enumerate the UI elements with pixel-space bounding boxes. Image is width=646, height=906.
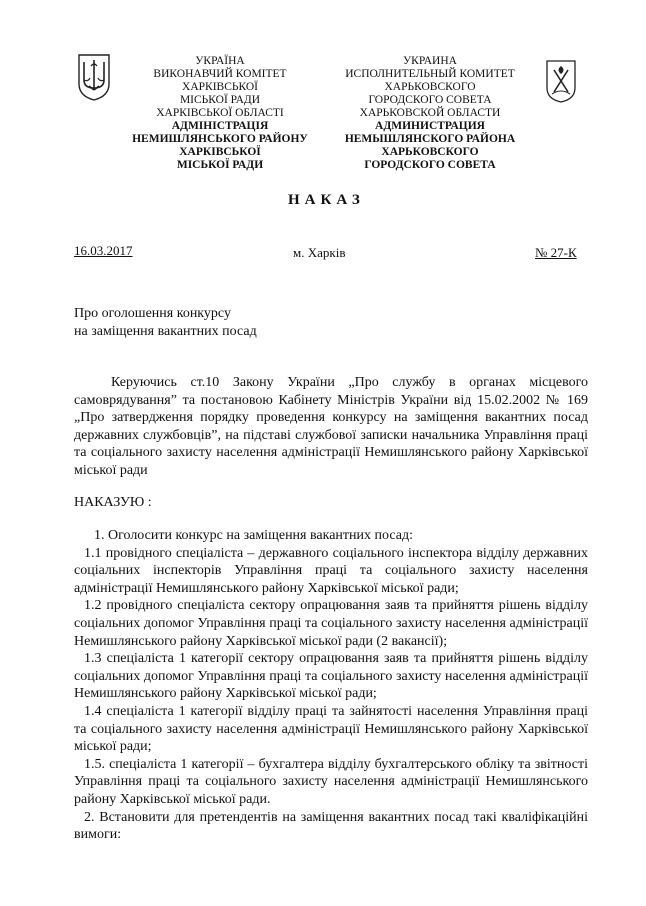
subject-line: на заміщення вакантних посад — [74, 323, 257, 339]
header-rus-bold-line: ГОРОДСКОГО СОВЕТА — [364, 159, 496, 171]
preamble-text: Керуючись ст.10 Закону України „Про службу в органах місцевого самоврядування” та постановою Кабінету Міністрів України від 15.02.2002 № 169 „Про затвердження порядку проведення конкурсу на заміщення вакантних посад державних службовців”, на підставі службової записки начальника Управління праці та соціального захисту населення адміністрації Немишлянського району Харківської міської ради — [74, 375, 588, 478]
header-rus-bold-line: АДМИНИСТРАЦИЯ — [375, 120, 485, 132]
order-item: 1.4 спеціаліста 1 категорії відділу праці та зайнятості населення Управління праці та соціального захисту населення адміністрації Немишлянського району Харківської міської ради; — [74, 703, 588, 755]
kharkiv-city-coat-of-arms-icon — [544, 58, 578, 104]
header-ukr-line: ВИКОНАВЧИЙ КОМІТЕТ — [153, 68, 287, 80]
order-item: 1.3 спеціаліста 1 категорії сектору опрацювання заяв та прийняття рішень відділу соціальних допомог Управління праці та соціального захисту населення адміністрації Немишлянського району Харківської міської ради; — [74, 651, 588, 702]
header-rus-bold-line: ХАРЬКОВСКОГО — [381, 146, 479, 158]
header-ukr-bold-line: ХАРКІВСЬКОЇ — [179, 146, 261, 158]
header-ukr-bold-line: МІСЬКОЇ РАДИ — [176, 159, 264, 171]
header-ukr-line: ХАРКІВСЬКОЇ — [182, 81, 258, 93]
header-rus-line: ГОРОДСКОГО СОВЕТА — [368, 94, 492, 106]
header-ukr-bold-line: НЕМИШЛЯНСЬКОГО РАЙОНУ — [132, 133, 308, 145]
document-place: м. Харків — [293, 245, 346, 260]
header-ukrainian — [120, 55, 320, 172]
header-russian — [330, 55, 530, 172]
header-ukr-bold-line: АДМІНІСТРАЦІЯ — [171, 120, 269, 132]
header-rus-bold-line: НЕМЫШЛЯНСКОГО РАЙОНА — [344, 133, 516, 145]
order-item: 1. Оголосити конкурс на заміщення вакантних посад: — [94, 528, 413, 543]
header-rus-line: УКРАИНА — [403, 55, 457, 67]
preamble-paragraph — [74, 374, 588, 480]
order-item: 1.1 провідного спеціаліста – державного соціального інспектора відділу державних соціальних інспекторів Управління праці та соціального захисту населення адміністрації Немишлянського району Харківської міської ради; — [74, 545, 588, 596]
trident-coat-of-arms-icon — [76, 52, 112, 102]
order-item: 1.5. спеціаліста 1 категорії – бухгалтера відділу бухгалтерського обліку та звітності Управління праці та соціального захисту населення адміністрації Немишлянського району Харківської міської ради. — [74, 756, 588, 807]
header-ukr-line: УКРАЇНА — [195, 55, 245, 67]
order-item: 1.2 провідного спеціаліста сектору опрацювання заяв та прийняття рішень відділу соціальних допомог Управління праці та соціального захисту населення адміністрації Немишлянського району Харківської міської ради (2 вакансії); — [74, 598, 588, 649]
document-date: 16.03.2017 — [74, 243, 133, 258]
order-items — [74, 527, 588, 844]
order-item: 2. Встановити для претендентів на заміщення вакантних посад такі кваліфікаційні вимоги: — [74, 809, 588, 843]
document-subject — [74, 305, 374, 340]
header-rus-line: ХАРЬКОВСКОГО — [384, 81, 476, 93]
order-word: НАКАЗУЮ : — [74, 495, 152, 510]
document-title: НАКАЗ — [288, 192, 365, 208]
header-rus-line: ИСПОЛНИТЕЛЬНЫЙ КОМИТЕТ — [345, 68, 515, 80]
header-ukr-line: МІСЬКОЇ РАДИ — [179, 94, 261, 106]
header-rus-line: ХАРЬКОВСКОЙ ОБЛАСТИ — [359, 107, 501, 119]
header-ukr-line: ХАРКІВСЬКОЇ ОБЛАСТІ — [156, 107, 284, 119]
subject-line: Про оголошення конкурсу — [74, 306, 231, 321]
document-number: № 27-К — [535, 245, 577, 260]
